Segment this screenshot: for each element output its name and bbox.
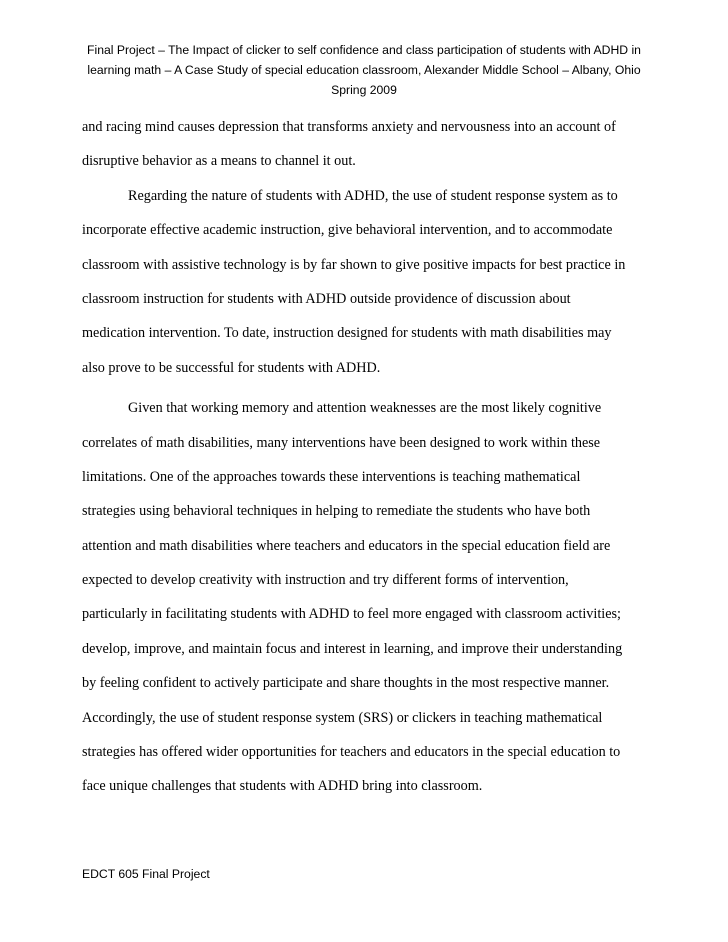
header-line-3: Spring 2009 bbox=[331, 83, 397, 97]
body-line: incorporate effective academic instruction, give behavioral intervention, and to accommodate bbox=[82, 222, 613, 239]
header-line-1: Final Project – The Impact of clicker to self confidence and class participation of students with ADHD in bbox=[87, 43, 641, 57]
body-line: develop, improve, and maintain focus and interest in learning, and improve their understanding bbox=[82, 640, 623, 657]
body-line: expected to develop creativity with instruction and try different forms of intervention, bbox=[82, 572, 569, 589]
body-line: face unique challenges that students with ADHD bring into classroom. bbox=[82, 778, 483, 795]
body-line: correlates of math disabilities, many interventions have been designed to work within these bbox=[82, 434, 601, 451]
page-header bbox=[80, 40, 648, 100]
body-line: classroom instruction for students with ADHD outside providence of discussion about bbox=[82, 290, 571, 307]
paragraph-start-line: Given that working memory and attention weaknesses are the most likely cognitive bbox=[128, 400, 602, 417]
body-line: by feeling confident to actively participate and share thoughts in the most respective manner. bbox=[82, 675, 610, 692]
page-footer: EDCT 605 Final Project bbox=[82, 867, 210, 881]
paragraph-start-line: Regarding the nature of students with ADHD, the use of student response system as to bbox=[128, 187, 618, 204]
body-line: strategies using behavioral techniques in helping to remediate the students who have both bbox=[82, 503, 591, 520]
body-line: also prove to be successful for students with ADHD. bbox=[82, 359, 381, 376]
body-line: and racing mind causes depression that transforms anxiety and nervousness into an account of bbox=[82, 119, 616, 135]
body-line: particularly in facilitating students with ADHD to feel more engaged with classroom activities; bbox=[82, 606, 621, 623]
body-line: limitations. One of the approaches towards these interventions is teaching mathematical bbox=[82, 468, 581, 485]
body-line: medication intervention. To date, instruction designed for students with math disabilities may bbox=[82, 325, 612, 342]
document-body bbox=[82, 110, 654, 804]
body-line: attention and math disabilities where teachers and educators in the special education field are bbox=[82, 537, 611, 554]
body-line: classroom with assistive technology is by far shown to give positive impacts for best practice in bbox=[82, 256, 626, 273]
body-line: strategies has offered wider opportunities for teachers and educators in the special education to bbox=[82, 744, 621, 761]
body-line: Accordingly, the use of student response system (SRS) or clickers in teaching mathematical bbox=[82, 709, 603, 726]
header-line-2: learning math – A Case Study of special education classroom, Alexander Middle School – Albany, Ohio bbox=[87, 63, 641, 77]
body-line: disruptive behavior as a means to channel it out. bbox=[82, 153, 356, 170]
